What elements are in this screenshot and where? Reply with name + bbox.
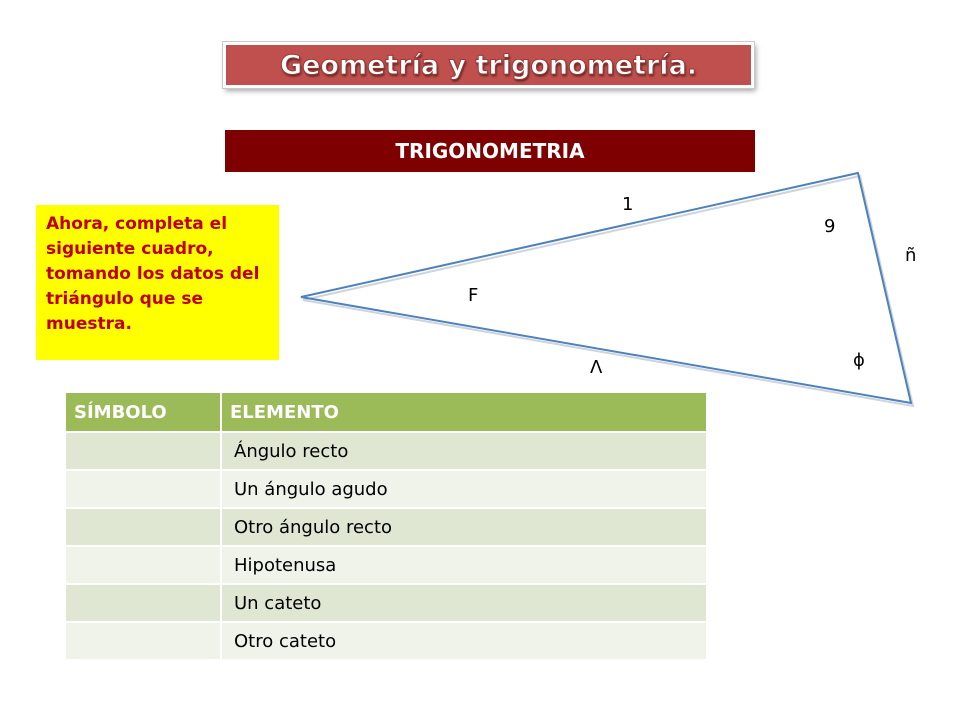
table-row <box>66 432 706 470</box>
element-cell: Un cateto <box>221 584 706 622</box>
symbol-element-table <box>66 393 706 661</box>
symbol-cell[interactable] <box>66 622 221 660</box>
element-cell: Otro cateto <box>221 622 706 660</box>
triangle-shape <box>301 173 911 403</box>
element-cell: Un ángulo agudo <box>221 470 706 508</box>
element-cell: Hipotenusa <box>221 546 706 584</box>
element-cell: Otro ángulo recto <box>221 508 706 546</box>
page-title: Geometría y trigonometría. <box>279 49 698 81</box>
label-bottom-angle: ϕ <box>853 350 865 371</box>
section-title: TRIGONOMETRIA <box>395 139 585 163</box>
table-row <box>66 622 706 660</box>
symbol-cell[interactable] <box>66 584 221 622</box>
table-header-row <box>66 393 706 432</box>
label-right-side: ñ <box>905 245 917 266</box>
element-cell: Ángulo recto <box>221 432 706 470</box>
symbol-cell[interactable] <box>66 432 221 470</box>
symbol-cell[interactable] <box>66 508 221 546</box>
table-row <box>66 546 706 584</box>
label-top-angle: 9 <box>824 216 836 237</box>
header-symbol: SÍMBOLO <box>66 393 221 432</box>
symbol-cell[interactable] <box>66 470 221 508</box>
triangle-shadow <box>303 176 913 406</box>
table-row <box>66 508 706 546</box>
label-left-angle: F <box>468 285 479 306</box>
label-top-side: 1 <box>622 194 634 215</box>
instruction-text: Ahora, completa el siguiente cuadro, tomando los datos del triángulo que se muestra. <box>46 214 260 334</box>
header-element: ELEMENTO <box>221 393 706 432</box>
table-row <box>66 470 706 508</box>
symbol-cell[interactable] <box>66 546 221 584</box>
label-bottom-side: Λ <box>590 357 603 378</box>
table-row <box>66 584 706 622</box>
